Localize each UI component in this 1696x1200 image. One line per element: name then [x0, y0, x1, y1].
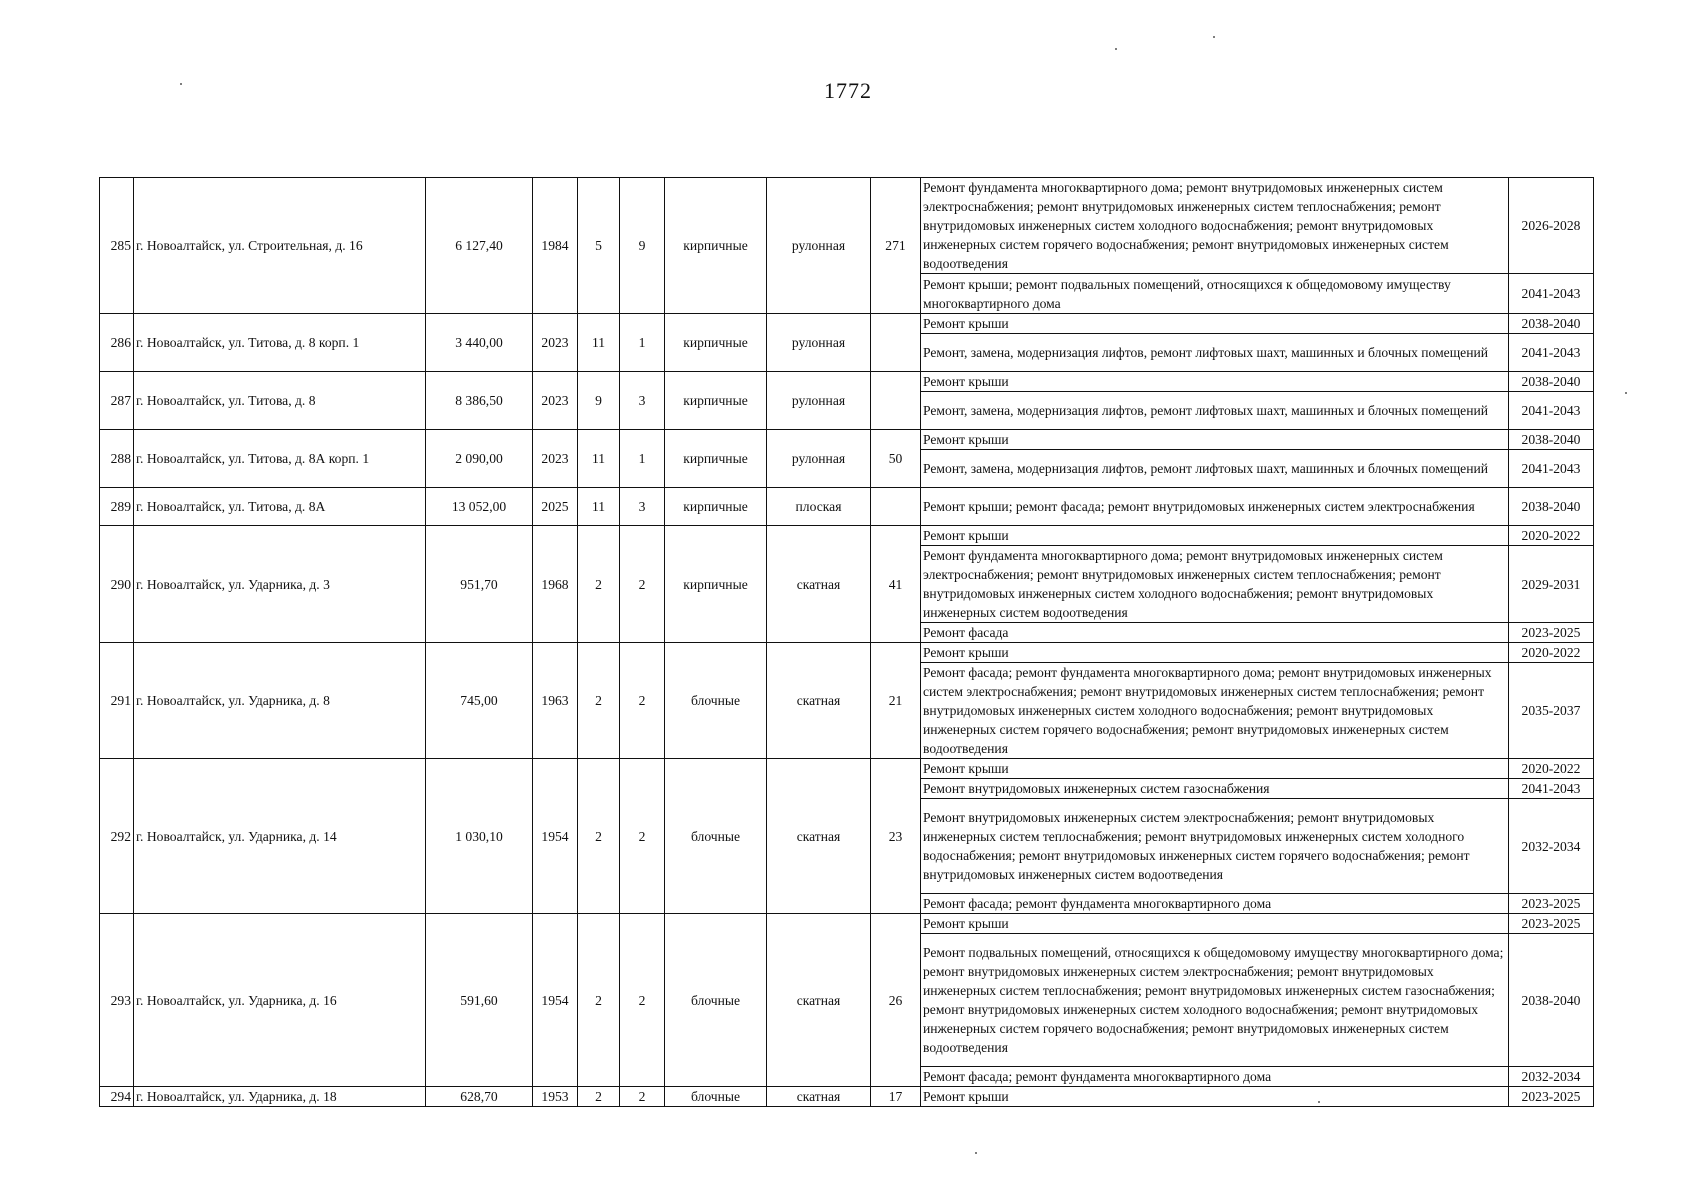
row-number: 293 — [100, 914, 134, 1087]
work-description-cell: Ремонт, замена, модернизация лифтов, ремонт лифтовых шахт, машинных и блочных помещений — [921, 392, 1509, 430]
floors-cell: 11 — [578, 488, 620, 526]
address-cell: г. Новоалтайск, ул. Строительная, д. 16 — [134, 178, 426, 314]
walls-cell: кирпичные — [665, 430, 767, 488]
work-description-cell: Ремонт крыши — [921, 914, 1509, 934]
work-description-cell: Ремонт крыши — [921, 1087, 1509, 1107]
walls-cell: кирпичные — [665, 178, 767, 314]
address-cell: г. Новоалтайск, ул. Титова, д. 8А корп. 1 — [134, 430, 426, 488]
apartments-cell: 21 — [871, 643, 921, 759]
entrances-cell: 2 — [620, 914, 665, 1087]
floors-cell: 5 — [578, 178, 620, 314]
roof-cell: скатная — [767, 914, 871, 1087]
work-description-cell: Ремонт фасада; ремонт фундамента многоквартирного дома; ремонт внутридомовых инженерных систем электроснабжения; ремонт внутридомовых инженерных систем теплоснабжения; ремонт внутридомовых инженерных систем холодного водоснабжения; ремонт внутридомовых инженерных систем горячего водоснабжения; ремонт внутридомовых инженерных систем водоотведения — [921, 663, 1509, 759]
period-cell: 2029-2031 — [1509, 546, 1594, 623]
apartments-cell — [871, 372, 921, 430]
work-description-cell: Ремонт внутридомовых инженерных систем электроснабжения; ремонт внутридомовых инженерных систем теплоснабжения; ремонт внутридомовых инженерных систем холодного водоснабжения; ремонт внутридомовых инженерных систем горячего водоснабжения; ремонт внутридомовых инженерных систем водоотведения — [921, 799, 1509, 894]
year-cell: 2023 — [533, 372, 578, 430]
year-cell: 1968 — [533, 526, 578, 643]
floors-cell: 2 — [578, 1087, 620, 1107]
entrances-cell: 1 — [620, 314, 665, 372]
scan-speck — [180, 83, 182, 85]
work-description-cell: Ремонт внутридомовых инженерных систем газоснабжения — [921, 779, 1509, 799]
floors-cell: 2 — [578, 759, 620, 914]
repair-register-table — [99, 177, 1594, 1107]
apartments-cell: 26 — [871, 914, 921, 1087]
walls-cell: кирпичные — [665, 488, 767, 526]
period-cell: 2041-2043 — [1509, 392, 1594, 430]
address-cell: г. Новоалтайск, ул. Ударника, д. 3 — [134, 526, 426, 643]
table-row — [100, 314, 1594, 334]
year-cell: 1953 — [533, 1087, 578, 1107]
apartments-cell: 17 — [871, 1087, 921, 1107]
row-number: 289 — [100, 488, 134, 526]
period-cell: 2023-2025 — [1509, 623, 1594, 643]
row-number: 288 — [100, 430, 134, 488]
entrances-cell: 2 — [620, 1087, 665, 1107]
row-number: 290 — [100, 526, 134, 643]
scan-speck — [1213, 36, 1215, 38]
area-cell: 2 090,00 — [426, 430, 533, 488]
year-cell: 1963 — [533, 643, 578, 759]
entrances-cell: 3 — [620, 372, 665, 430]
roof-cell: плоская — [767, 488, 871, 526]
roof-cell: рулонная — [767, 314, 871, 372]
area-cell: 3 440,00 — [426, 314, 533, 372]
floors-cell: 9 — [578, 372, 620, 430]
apartments-cell: 41 — [871, 526, 921, 643]
floors-cell: 11 — [578, 314, 620, 372]
register-body — [100, 178, 1594, 1107]
area-cell: 628,70 — [426, 1087, 533, 1107]
area-cell: 1 030,10 — [426, 759, 533, 914]
year-cell: 2023 — [533, 314, 578, 372]
address-cell: г. Новоалтайск, ул. Титова, д. 8 — [134, 372, 426, 430]
period-cell: 2023-2025 — [1509, 914, 1594, 934]
row-number: 292 — [100, 759, 134, 914]
table-row — [100, 488, 1594, 526]
area-cell: 13 052,00 — [426, 488, 533, 526]
apartments-cell: 23 — [871, 759, 921, 914]
entrances-cell: 9 — [620, 178, 665, 314]
entrances-cell: 2 — [620, 643, 665, 759]
scan-speck — [975, 1152, 977, 1154]
period-cell: 2038-2040 — [1509, 488, 1594, 526]
work-description-cell: Ремонт крыши — [921, 759, 1509, 779]
walls-cell: кирпичные — [665, 372, 767, 430]
table-row — [100, 372, 1594, 392]
table-row — [100, 430, 1594, 450]
address-cell: г. Новоалтайск, ул. Ударника, д. 8 — [134, 643, 426, 759]
work-description-cell: Ремонт, замена, модернизация лифтов, ремонт лифтовых шахт, машинных и блочных помещений — [921, 450, 1509, 488]
period-cell: 2038-2040 — [1509, 372, 1594, 392]
entrances-cell: 1 — [620, 430, 665, 488]
roof-cell: рулонная — [767, 372, 871, 430]
area-cell: 6 127,40 — [426, 178, 533, 314]
roof-cell: рулонная — [767, 178, 871, 314]
period-cell: 2020-2022 — [1509, 526, 1594, 546]
walls-cell: кирпичные — [665, 314, 767, 372]
address-cell: г. Новоалтайск, ул. Ударника, д. 16 — [134, 914, 426, 1087]
work-description-cell: Ремонт фундамента многоквартирного дома; ремонт внутридомовых инженерных систем электроснабжения; ремонт внутридомовых инженерных систем теплоснабжения; ремонт внутридомовых инженерных систем холодного водоснабжения; ремонт внутридомовых инженерных систем горячего водоснабжения; ремонт внутридомовых инженерных систем водоотведения — [921, 178, 1509, 274]
period-cell: 2032-2034 — [1509, 1067, 1594, 1087]
work-description-cell: Ремонт, замена, модернизация лифтов, ремонт лифтовых шахт, машинных и блочных помещений — [921, 334, 1509, 372]
period-cell: 2035-2037 — [1509, 663, 1594, 759]
period-cell: 2020-2022 — [1509, 643, 1594, 663]
work-description-cell: Ремонт фундамента многоквартирного дома; ремонт внутридомовых инженерных систем электроснабжения; ремонт внутридомовых инженерных систем теплоснабжения; ремонт внутридомовых инженерных систем холодного водоснабжения; ремонт внутридомовых инженерных систем водоотведения — [921, 546, 1509, 623]
table-row — [100, 526, 1594, 546]
apartments-cell: 50 — [871, 430, 921, 488]
area-cell: 745,00 — [426, 643, 533, 759]
floors-cell: 2 — [578, 914, 620, 1087]
period-cell: 2038-2040 — [1509, 934, 1594, 1067]
work-description-cell: Ремонт фасада; ремонт фундамента многоквартирного дома — [921, 894, 1509, 914]
walls-cell: блочные — [665, 759, 767, 914]
period-cell: 2038-2040 — [1509, 314, 1594, 334]
period-cell: 2041-2043 — [1509, 450, 1594, 488]
work-description-cell: Ремонт крыши; ремонт фасада; ремонт внутридомовых инженерных систем электроснабжения — [921, 488, 1509, 526]
row-number: 286 — [100, 314, 134, 372]
table-row — [100, 1087, 1594, 1107]
work-description-cell: Ремонт крыши — [921, 314, 1509, 334]
period-cell: 2041-2043 — [1509, 274, 1594, 314]
period-cell: 2023-2025 — [1509, 894, 1594, 914]
year-cell: 1954 — [533, 914, 578, 1087]
work-description-cell: Ремонт крыши — [921, 372, 1509, 392]
roof-cell: скатная — [767, 759, 871, 914]
apartments-cell — [871, 314, 921, 372]
table-row — [100, 643, 1594, 663]
scan-speck — [1318, 1101, 1320, 1103]
period-cell: 2026-2028 — [1509, 178, 1594, 274]
area-cell: 591,60 — [426, 914, 533, 1087]
period-cell: 2023-2025 — [1509, 1087, 1594, 1107]
work-description-cell: Ремонт подвальных помещений, относящихся к общедомовому имуществу многоквартирного дома; ремонт внутридомовых инженерных систем электроснабжения; ремонт внутридомовых инженерных систем теплоснабжения; ремонт внутридомовых инженерных систем газоснабжения; ремонт внутридомовых инженерных систем холодного водоснабжения; ремонт внутридомовых инженерных систем горячего водоснабжения; ремонт внутридомовых инженерных систем водоотведения — [921, 934, 1509, 1067]
row-number: 291 — [100, 643, 134, 759]
year-cell: 2023 — [533, 430, 578, 488]
roof-cell: скатная — [767, 526, 871, 643]
work-description-cell: Ремонт крыши; ремонт подвальных помещений, относящихся к общедомовому имуществу многоквартирного дома — [921, 274, 1509, 314]
roof-cell: рулонная — [767, 430, 871, 488]
row-number: 287 — [100, 372, 134, 430]
row-number: 285 — [100, 178, 134, 314]
period-cell: 2041-2043 — [1509, 334, 1594, 372]
entrances-cell: 3 — [620, 488, 665, 526]
table-row — [100, 914, 1594, 934]
work-description-cell: Ремонт крыши — [921, 643, 1509, 663]
area-cell: 951,70 — [426, 526, 533, 643]
floors-cell: 2 — [578, 526, 620, 643]
address-cell: г. Новоалтайск, ул. Ударника, д. 18 — [134, 1087, 426, 1107]
table-row — [100, 759, 1594, 779]
address-cell: г. Новоалтайск, ул. Титова, д. 8 корп. 1 — [134, 314, 426, 372]
apartments-cell: 271 — [871, 178, 921, 314]
address-cell: г. Новоалтайск, ул. Титова, д. 8А — [134, 488, 426, 526]
roof-cell: скатная — [767, 643, 871, 759]
period-cell: 2038-2040 — [1509, 430, 1594, 450]
scan-speck — [1625, 392, 1627, 394]
year-cell: 2025 — [533, 488, 578, 526]
walls-cell: блочные — [665, 914, 767, 1087]
year-cell: 1984 — [533, 178, 578, 314]
entrances-cell: 2 — [620, 526, 665, 643]
work-description-cell: Ремонт фасада; ремонт фундамента многоквартирного дома — [921, 1067, 1509, 1087]
floors-cell: 2 — [578, 643, 620, 759]
year-cell: 1954 — [533, 759, 578, 914]
period-cell: 2041-2043 — [1509, 779, 1594, 799]
address-cell: г. Новоалтайск, ул. Ударника, д. 14 — [134, 759, 426, 914]
work-description-cell: Ремонт фасада — [921, 623, 1509, 643]
period-cell: 2020-2022 — [1509, 759, 1594, 779]
work-description-cell: Ремонт крыши — [921, 526, 1509, 546]
table-row — [100, 178, 1594, 274]
entrances-cell: 2 — [620, 759, 665, 914]
scan-speck — [1115, 48, 1117, 50]
apartments-cell — [871, 488, 921, 526]
row-number: 294 — [100, 1087, 134, 1107]
walls-cell: блочные — [665, 643, 767, 759]
roof-cell: скатная — [767, 1087, 871, 1107]
walls-cell: блочные — [665, 1087, 767, 1107]
walls-cell: кирпичные — [665, 526, 767, 643]
work-description-cell: Ремонт крыши — [921, 430, 1509, 450]
floors-cell: 11 — [578, 430, 620, 488]
area-cell: 8 386,50 — [426, 372, 533, 430]
page-number: 1772 — [824, 78, 872, 103]
period-cell: 2032-2034 — [1509, 799, 1594, 894]
